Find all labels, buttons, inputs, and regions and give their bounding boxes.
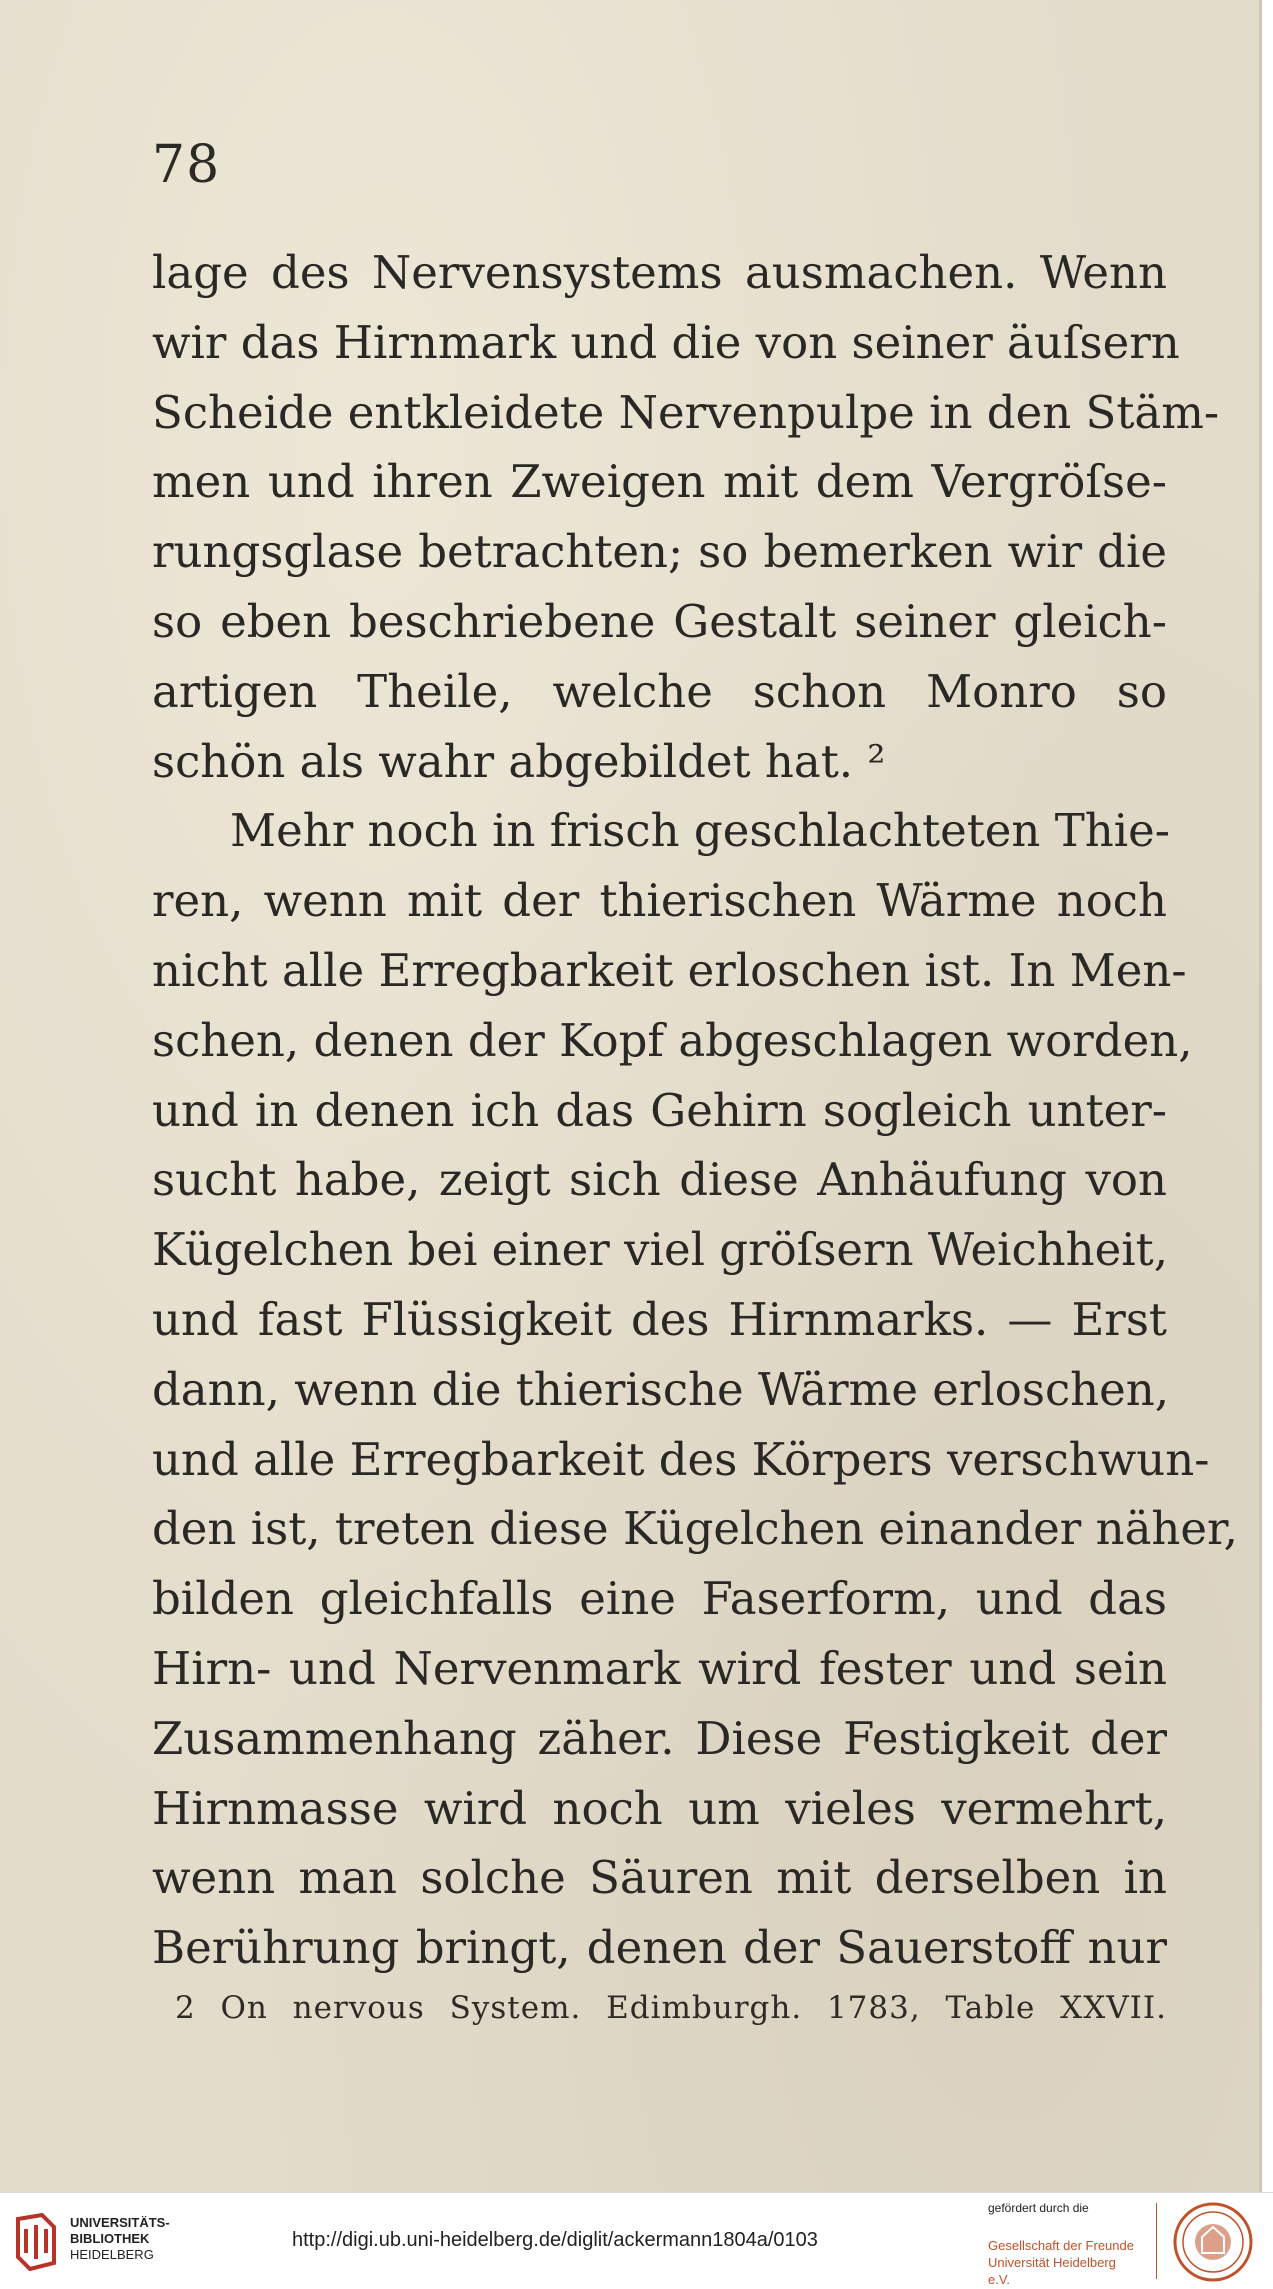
text-line: Hirnmasse wird noch um vieles vermehrt, [152, 1781, 1167, 1835]
library-name-line: BIBLIOTHEK [70, 2231, 150, 2246]
text-line: men und ihren Zweigen mit dem Vergröſse- [152, 455, 1167, 509]
text-line: ren, wenn mit der thierischen Wärme noch [152, 874, 1167, 928]
text-line: dann, wenn die thierische Wärme erloschen, [152, 1362, 1170, 1416]
page-number: 78 [152, 135, 221, 195]
library-name-line: HEIDELBERG [70, 2247, 154, 2262]
text-line: schen, denen der Kopf abgeschlagen worden, [152, 1013, 1193, 1067]
text-line: schön als wahr abgebildet hat. ² [152, 734, 886, 788]
text-line: Hirn- und Nervenmark wird fester und sein [152, 1641, 1167, 1695]
footnote: 2 On nervous System. Edimburgh. 1783, Table XXVII. [175, 1990, 1167, 2026]
body-text [152, 238, 1238, 1983]
text-line: rungsglase betrachten; so bemerken wir die [152, 525, 1167, 579]
permalink-url[interactable]: http://digi.ub.uni-heidelberg.de/diglit/ackermann1804a/0103 [292, 2229, 818, 2251]
library-name [70, 2215, 170, 2263]
text-line: Zusammenhang zäher. Diese Festigkeit der [152, 1711, 1167, 1765]
text-line: und fast Flüssigkeit des Hirnmarks. — Erst [152, 1292, 1167, 1346]
text-line: wir das Hirnmark und die von seiner äuſsern [152, 315, 1180, 369]
text-line: nicht alle Erregbarkeit erloschen ist. In Men- [152, 943, 1187, 997]
text-line: so eben beschriebene Gestalt seiner gleich- [152, 594, 1167, 648]
text-line: Berührung bringt, denen der Sauerstoff nur [152, 1921, 1167, 1975]
ub-logo-icon [12, 2213, 60, 2271]
text-line: sucht habe, zeigt sich diese Anhäufung von [152, 1153, 1167, 1207]
sponsor-divider [1156, 2203, 1157, 2279]
text-line: und in denen ich das Gehirn sogleich unter- [152, 1083, 1167, 1137]
funded-by-label: gefördert durch die [988, 2201, 1089, 2215]
text-line: Kügelchen bei einer viel gröſsern Weichheit, [152, 1223, 1169, 1277]
sponsor-name: Gesellschaft der Freunde [988, 2238, 1134, 2253]
text-line: wenn man solche Säuren mit derselben in [152, 1851, 1167, 1905]
sponsor-name: Universität Heidelberg e.V. [988, 2255, 1116, 2287]
text-line: bilden gleichfalls eine Faserform, und das [152, 1572, 1167, 1626]
text-line: den ist, treten diese Kügelchen einander näher, [152, 1502, 1238, 1556]
text-line: und alle Erregbarkeit des Körpers verschwun- [152, 1432, 1210, 1486]
text-line: Scheide entkleidete Nervenpulpe in den Stäm- [152, 385, 1220, 439]
text-line: Mehr noch in frisch geschlachteten Thie- [230, 804, 1170, 858]
text-line: lage des Nervensystems ausmachen. Wenn [152, 246, 1167, 299]
sponsor-block [988, 2201, 1138, 2288]
university-seal-icon [1172, 2201, 1254, 2283]
library-name-line: UNIVERSITÄTS- [70, 2215, 170, 2230]
footer-bar [0, 2192, 1273, 2289]
text-line: artigen Theile, welche schon Monro so [152, 664, 1167, 718]
